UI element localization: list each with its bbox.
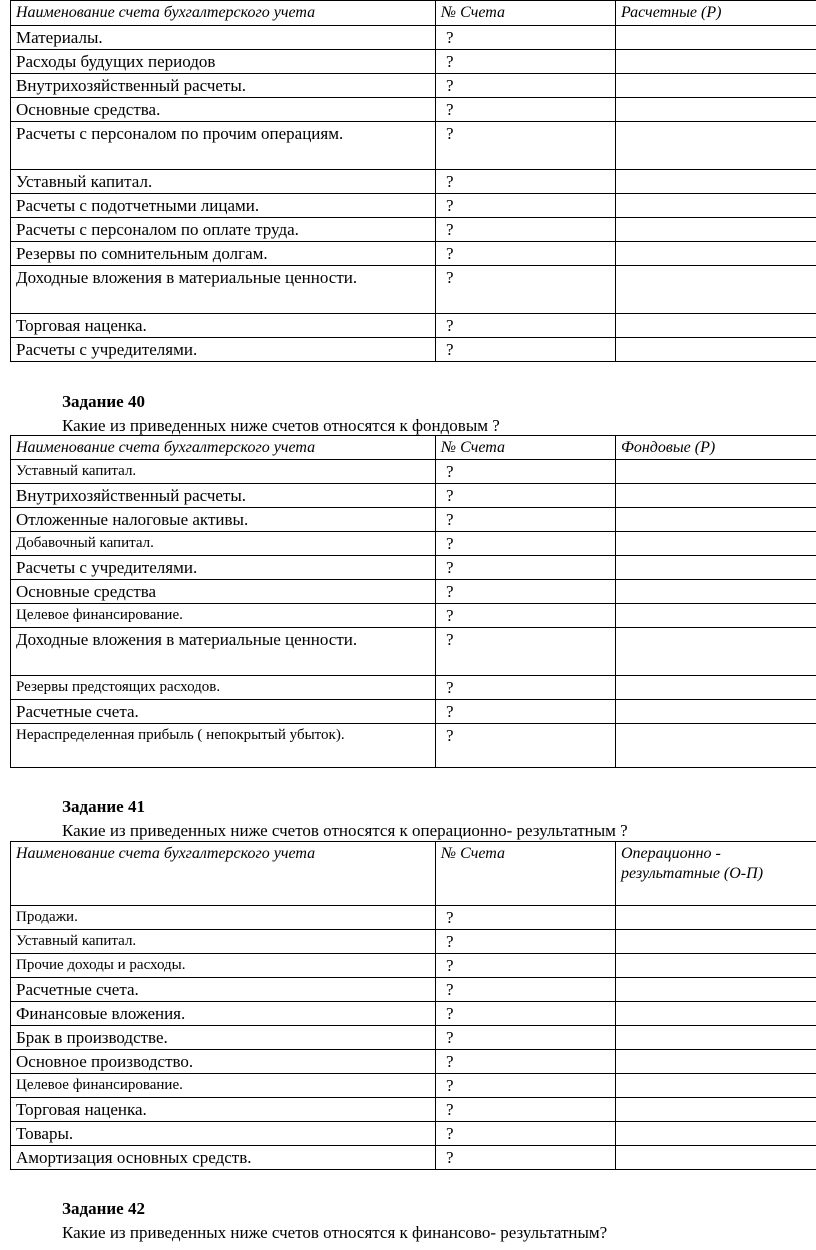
category-cell[interactable] (616, 74, 816, 98)
account-name: Материалы. (11, 26, 436, 50)
table-row (11, 580, 816, 604)
category-cell[interactable] (616, 98, 816, 122)
account-number: ? (436, 906, 616, 930)
account-number: ? (436, 98, 616, 122)
table-row (11, 74, 816, 98)
account-name: Расчеты с подотчетными лицами. (11, 194, 436, 218)
account-number: ? (436, 460, 616, 484)
category-cell[interactable] (616, 978, 816, 1002)
account-name: Прочие доходы и расходы. (11, 954, 436, 978)
account-number: ? (436, 242, 616, 266)
table-header-row (11, 842, 816, 906)
account-number: ? (436, 628, 616, 676)
task-title: Задание 42 (62, 1199, 145, 1218)
table-row (11, 508, 816, 532)
account-number: ? (436, 532, 616, 556)
account-number: ? (436, 314, 616, 338)
account-number: ? (436, 700, 616, 724)
table-header-row (11, 1, 816, 26)
category-cell[interactable] (616, 1122, 816, 1146)
table-row (11, 484, 816, 508)
header-account-name: Наименование счета бухгалтерского учета (11, 436, 436, 460)
accounts-table-settlement (10, 0, 816, 362)
account-number: ? (436, 1098, 616, 1122)
category-cell[interactable] (616, 954, 816, 978)
table-row (11, 1098, 816, 1122)
account-number: ? (436, 1146, 616, 1170)
account-number: ? (436, 50, 616, 74)
account-number: ? (436, 122, 616, 170)
account-number: ? (436, 978, 616, 1002)
account-number: ? (436, 266, 616, 314)
table-row (11, 338, 816, 362)
header-category: Фондовые (Р) (616, 436, 816, 460)
category-cell[interactable] (616, 906, 816, 930)
account-number: ? (436, 1050, 616, 1074)
account-name: Расчеты с персоналом по прочим операциям. (11, 122, 436, 170)
table-row (11, 266, 816, 314)
table-row (11, 1146, 816, 1170)
account-name: Расчетные счета. (11, 700, 436, 724)
task-title: Задание 41 (62, 797, 145, 816)
table-row (11, 122, 816, 170)
account-name: Амортизация основных средств. (11, 1146, 436, 1170)
category-cell[interactable] (616, 314, 816, 338)
table-row (11, 98, 816, 122)
account-name: Целевое финансирование. (11, 1074, 436, 1098)
category-cell[interactable] (616, 508, 816, 532)
account-name: Внутрихозяйственный расчеты. (11, 74, 436, 98)
table-header-row (11, 436, 816, 460)
table-row (11, 532, 816, 556)
task-question: Какие из приведенных ниже счетов относятся к фондовым ? (62, 416, 500, 435)
account-name: Расходы будущих периодов (11, 50, 436, 74)
category-cell[interactable] (616, 580, 816, 604)
accounts-table-fund (10, 435, 816, 768)
category-cell[interactable] (616, 484, 816, 508)
account-number: ? (436, 1074, 616, 1098)
account-number: ? (436, 930, 616, 954)
task-41 (62, 795, 628, 843)
table-row (11, 906, 816, 930)
table-row (11, 604, 816, 628)
account-number: ? (436, 580, 616, 604)
account-number: ? (436, 1002, 616, 1026)
category-cell[interactable] (616, 170, 816, 194)
table-row (11, 930, 816, 954)
account-number: ? (436, 484, 616, 508)
account-name: Товары. (11, 1122, 436, 1146)
category-cell[interactable] (616, 1098, 816, 1122)
account-name: Основное производство. (11, 1050, 436, 1074)
category-cell[interactable] (616, 556, 816, 580)
header-category: Операционно - результатные (О-П) (616, 842, 816, 906)
account-name: Основные средства. (11, 98, 436, 122)
table-row (11, 314, 816, 338)
account-name: Внутрихозяйственный расчеты. (11, 484, 436, 508)
account-number: ? (436, 676, 616, 700)
category-cell[interactable] (616, 338, 816, 362)
account-name: Доходные вложения в материальные ценности. (11, 628, 436, 676)
table-row (11, 724, 816, 768)
header-account-name: Наименование счета бухгалтерского учета (11, 842, 436, 906)
category-cell[interactable] (616, 724, 816, 768)
account-name: Нераспределенная прибыль ( непокрытый убыток). (11, 724, 436, 768)
account-number: ? (436, 74, 616, 98)
header-account-name: Наименование счета бухгалтерского учета (11, 1, 436, 26)
account-name: Основные средства (11, 580, 436, 604)
category-cell[interactable] (616, 242, 816, 266)
category-cell[interactable] (616, 676, 816, 700)
table-row (11, 556, 816, 580)
account-name: Расчеты с учредителями. (11, 556, 436, 580)
table-row (11, 1074, 816, 1098)
category-cell[interactable] (616, 50, 816, 74)
account-name: Финансовые вложения. (11, 1002, 436, 1026)
category-cell[interactable] (616, 266, 816, 314)
table-row (11, 218, 816, 242)
account-number: ? (436, 954, 616, 978)
account-name: Торговая наценка. (11, 314, 436, 338)
account-name: Уставный капитал. (11, 930, 436, 954)
task-40 (62, 390, 500, 438)
table-row (11, 628, 816, 676)
account-number: ? (436, 194, 616, 218)
category-cell[interactable] (616, 1026, 816, 1050)
table-row (11, 50, 816, 74)
task-question: Какие из приведенных ниже счетов относятся к операционно- результатным ? (62, 821, 628, 840)
account-name: Целевое финансирование. (11, 604, 436, 628)
table-row (11, 26, 816, 50)
account-number: ? (436, 1026, 616, 1050)
accounts-table-operating (10, 841, 816, 1170)
table-row (11, 700, 816, 724)
task-42 (62, 1197, 607, 1245)
task-question: Какие из приведенных ниже счетов относятся к финансово- результатным? (62, 1223, 608, 1242)
table-row (11, 954, 816, 978)
account-number: ? (436, 556, 616, 580)
account-name: Расчеты с персоналом по оплате труда. (11, 218, 436, 242)
category-cell[interactable] (616, 604, 816, 628)
table-row (11, 242, 816, 266)
category-cell[interactable] (616, 122, 816, 170)
account-name: Резервы по сомнительным долгам. (11, 242, 436, 266)
category-cell[interactable] (616, 1146, 816, 1170)
account-number: ? (436, 26, 616, 50)
account-name: Торговая наценка. (11, 1098, 436, 1122)
category-cell[interactable] (616, 628, 816, 676)
category-cell[interactable] (616, 1074, 816, 1098)
category-cell[interactable] (616, 700, 816, 724)
category-cell[interactable] (616, 460, 816, 484)
category-cell[interactable] (616, 930, 816, 954)
category-cell[interactable] (616, 194, 816, 218)
task-title: Задание 40 (62, 392, 145, 411)
category-cell[interactable] (616, 26, 816, 50)
account-name: Доходные вложения в материальные ценности. (11, 266, 436, 314)
table-row (11, 978, 816, 1002)
header-account-number: № Счета (436, 436, 616, 460)
account-name: Брак в производстве. (11, 1026, 436, 1050)
account-number: ? (436, 724, 616, 768)
account-name: Продажи. (11, 906, 436, 930)
category-cell[interactable] (616, 218, 816, 242)
account-number: ? (436, 170, 616, 194)
category-cell[interactable] (616, 532, 816, 556)
account-name: Уставный капитал. (11, 170, 436, 194)
table-row (11, 676, 816, 700)
table-row (11, 1002, 816, 1026)
table-row (11, 170, 816, 194)
table-row (11, 1122, 816, 1146)
account-name: Резервы предстоящих расходов. (11, 676, 436, 700)
header-category: Расчетные (Р) (616, 1, 816, 26)
account-name: Уставный капитал. (11, 460, 436, 484)
category-cell[interactable] (616, 1050, 816, 1074)
table-row (11, 1026, 816, 1050)
table-row (11, 1050, 816, 1074)
account-number: ? (436, 604, 616, 628)
category-cell[interactable] (616, 1002, 816, 1026)
account-name: Отложенные налоговые активы. (11, 508, 436, 532)
account-name: Добавочный капитал. (11, 532, 436, 556)
account-number: ? (436, 508, 616, 532)
account-number: ? (436, 1122, 616, 1146)
table-row (11, 460, 816, 484)
header-account-number: № Счета (436, 1, 616, 26)
account-name: Расчетные счета. (11, 978, 436, 1002)
account-number: ? (436, 218, 616, 242)
account-number: ? (436, 338, 616, 362)
header-account-number: № Счета (436, 842, 616, 906)
table-row (11, 194, 816, 218)
account-name: Расчеты с учредителями. (11, 338, 436, 362)
